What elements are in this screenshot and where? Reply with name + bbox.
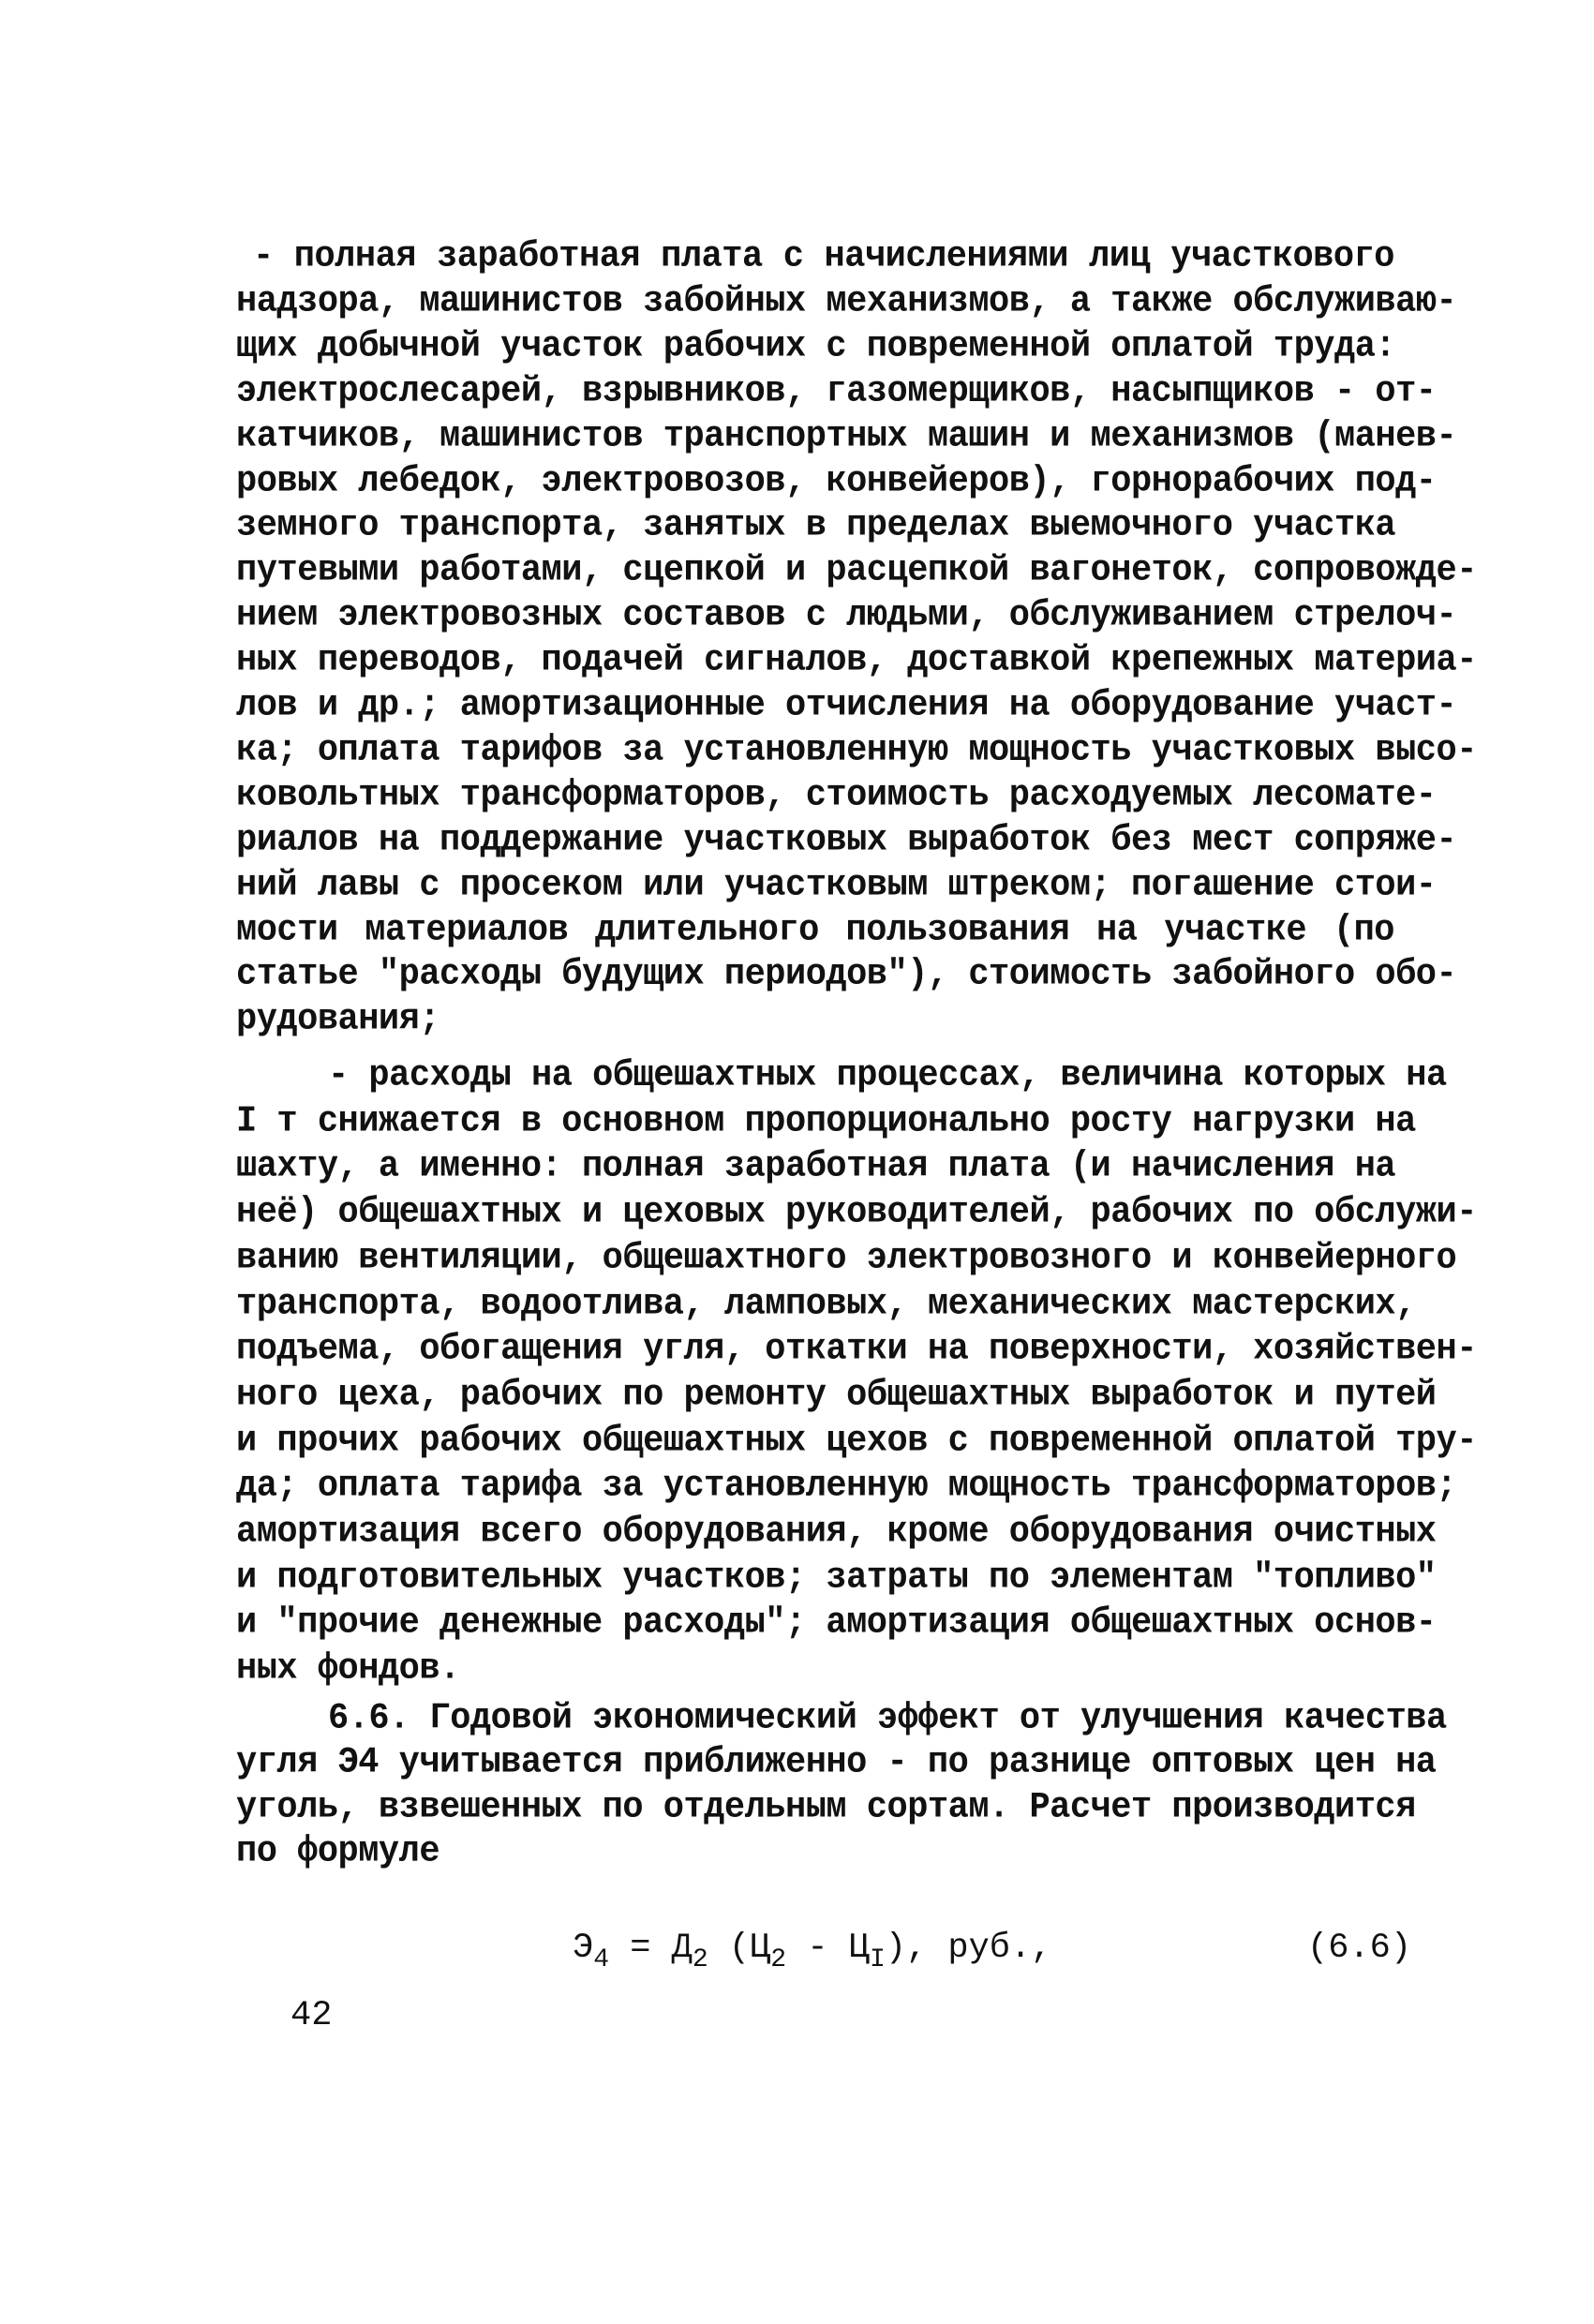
formula-6-6 bbox=[573, 1929, 1051, 1974]
text-line: и "прочие денежные расходы"; амортизация общешахтных основ- bbox=[236, 1602, 1437, 1645]
text-line: 6.6. Годовой экономический эффект от улучшения качества bbox=[328, 1697, 1447, 1740]
text-line: по формуле bbox=[236, 1830, 440, 1872]
text-line: рудования; bbox=[236, 999, 440, 1041]
text-line: риалов на поддержание участковых выработок без мест сопряже- bbox=[236, 819, 1457, 861]
text-line: статье "расходы будущих периодов"), стоимость забойного обо- bbox=[236, 954, 1457, 996]
text-line: путевыми работами, сцепкой и расцепкой вагонеток, сопровожде- bbox=[236, 550, 1477, 592]
formula-sub: 2 bbox=[770, 1945, 787, 1974]
formula-part: Э bbox=[573, 1929, 594, 1968]
text-line: и прочих рабочих общешахтных цехов с повременной оплатой тру- bbox=[236, 1420, 1477, 1462]
text-line: и подготовительных участков; затраты по элементам "топливо" bbox=[236, 1557, 1437, 1599]
formula-sub: 4 bbox=[593, 1945, 610, 1974]
text-line: - расходы на общешахтных процессах, величина которых на bbox=[328, 1054, 1447, 1097]
text-line: ванию вентиляции, общешахтного электровозного и конвейерного bbox=[236, 1237, 1457, 1279]
text-line: ных переводов, подачей сигналов, доставкой крепежных материа- bbox=[236, 640, 1477, 682]
formula-part: ), руб., bbox=[885, 1929, 1052, 1968]
text-line: ний лавы с просеком или участковым штреком; погашение стои- bbox=[236, 864, 1437, 906]
text-line: - полная заработная плата с начислениями лиц участкового bbox=[253, 235, 1394, 278]
text-line: катчиков, машинистов транспортных машин и механизмов (манев- bbox=[236, 415, 1457, 457]
text-line: мости материалов длительного пользования на участке (по bbox=[236, 909, 1394, 951]
formula-part: = Д bbox=[609, 1929, 693, 1968]
text-line: щих добычной участок рабочих с повременной оплатой труда: bbox=[236, 325, 1396, 367]
text-line: шахту, а именно: полная заработная плата (и начисления на bbox=[236, 1146, 1396, 1188]
text-line: нием электровозных составов с людьми, обслуживанием стрелоч- bbox=[236, 595, 1457, 637]
page-number: 42 bbox=[290, 1996, 333, 2035]
text-line: лов и др.; амортизационные отчисления на оборудование участ- bbox=[236, 684, 1457, 727]
text-line: уголь, взвешенных по отдельным сортам. Расчет производится bbox=[236, 1786, 1416, 1828]
text-line: земного транспорта, занятых в пределах выемочного участка bbox=[236, 505, 1396, 547]
text-line: транспорта, водоотлива, ламповых, механических мастерских, bbox=[236, 1283, 1416, 1325]
text-line: надзора, машинистов забойных механизмов, а также обслуживаю- bbox=[236, 280, 1457, 322]
text-line: ного цеха, рабочих по ремонту общешахтных выработок и путей bbox=[236, 1374, 1437, 1416]
text-line: I т снижается в основном пропорционально росту нагрузки на bbox=[236, 1100, 1416, 1142]
text-line: ных фондов. bbox=[236, 1648, 460, 1691]
formula-sub: 2 bbox=[692, 1945, 708, 1974]
text-line: подъема, обогащения угля, откатки на поверхности, хозяйствен- bbox=[236, 1329, 1477, 1371]
text-line: ка; оплата тарифов за установленную мощность участковых высо- bbox=[236, 729, 1477, 771]
text-line: неё) общешахтных и цеховых руководителей, рабочих по обслужи- bbox=[236, 1192, 1477, 1234]
text-line: ровых лебедок, электровозов, конвейеров), горнорабочих под- bbox=[236, 460, 1437, 502]
formula-part: (Ц bbox=[708, 1929, 771, 1968]
text-line: угля Э4 учитывается приближенно - по разнице оптовых цен на bbox=[236, 1742, 1437, 1784]
text-line: амортизация всего оборудования, кроме оборудования очистных bbox=[236, 1511, 1437, 1554]
equation-number: (6.6) bbox=[1307, 1929, 1412, 1968]
text-line: да; оплата тарифа за установленную мощность трансформаторов; bbox=[236, 1466, 1457, 1508]
formula-part: - Ц bbox=[786, 1929, 870, 1968]
formula-sub: I bbox=[869, 1945, 886, 1974]
text-line: ковольтных трансформаторов, стоимость расходуемых лесомате- bbox=[236, 774, 1437, 816]
text-line: электрослесарей, взрывников, газомерщиков, насыпщиков - от- bbox=[236, 370, 1437, 412]
